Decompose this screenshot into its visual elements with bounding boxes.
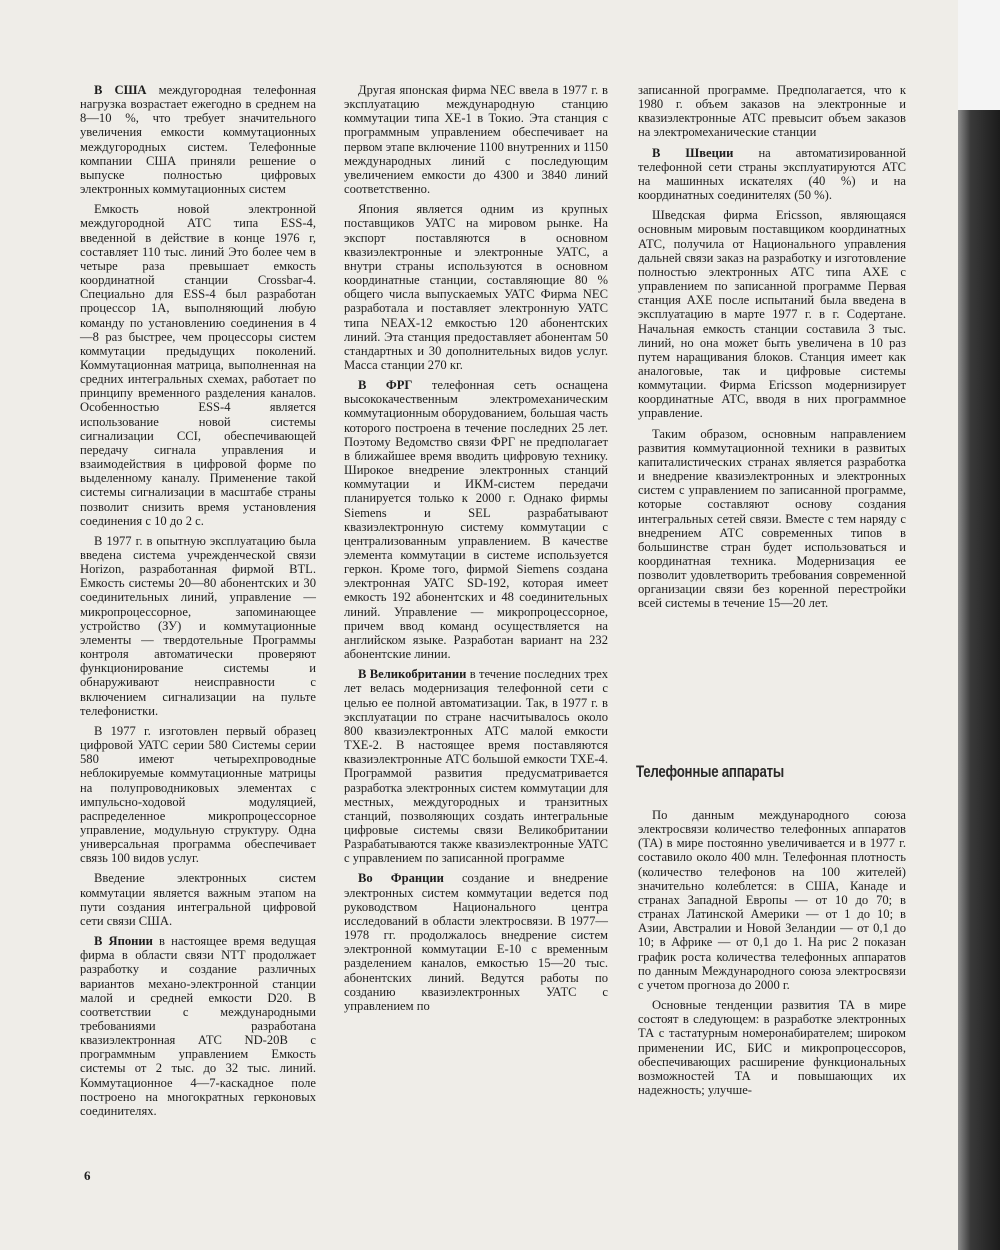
paragraph-text: записанной программе. Предполагается, что к 1980 г. объем заказов на электронные и квазиэлектронные АТС превысит объем заказов на электромеханические станции (638, 83, 906, 140)
paragraph (344, 667, 608, 865)
paragraph-text: в настоящее время ведущая фирма в области связи NTT продолжает разработку и создание различных вариантов механо-электронной станции малой и средней емкости D20. В соответствии с международными требованиями разработана квазиэлектронная АТС ND-20B с программным управлением Емкость системы от 2 тыс. до 32 тыс. линий. Коммутационное 4—7-каскадное поле построено на многократных герконовых соединителях. (80, 934, 316, 1118)
paragraph-text: В 1977 г. изготовлен первый образец цифровой УАТС серии 580 Системы серии 580 имеют четырехпроводные неблокируемые коммутационные матрицы на полупроводниковых элементах с импульсно-ходовой модуляцией, распределенное микропроцессорное управление, модульную структуру. Одна универсальная программа обеспечивает связь 100 видов услуг. (80, 723, 316, 866)
paragraph-text: на автоматизированной телефонной сети страны эксплуатируются АТС на машинных искателях (40 %) и на координатных соединителях (50 %). (638, 145, 906, 203)
paragraph-text: в течение последних трех лет велась модернизация телефонной сети с целью ее полной автоматизации. Так, в 1977 г. в эксплуатации по стране насчитывалось около 800 квазиэлектронных АТС малой емкости ТХЕ-2. В настоящее время поставляются квазиэлектронные АТС большой емкости ТХЕ-4. Программой развития предусматривается разработка электронных систем коммутации для местных, междугородных и транзитных станций, позволяющих создать интегральные цифровые системы связи Великобритании Разрабатываются также квазиэлектронные УАТС с управлением по записанной программе (344, 667, 608, 866)
paragraph-lead: В Швеции (652, 145, 734, 160)
paragraph-lead: В Великобритании (358, 667, 467, 682)
paragraph-text: Япония является одним из крупных поставщиков УАТС на мировом рынке. На экспорт поставляются в основном квазиэлектронные и электронные УАТС, а внутри страны используются в основном координатные станции, составляющие 80 % общего числа выпускаемых УАТС Фирма NEC разработала и поставляет электронную УАТС типа NEAX-12 емкостью 120 абонентских линий. Эта станция предоставляет абонентам 50 стандартных и 30 дополнительных видов услуг. Масса станции 270 кг. (344, 202, 608, 372)
paragraph (638, 208, 906, 420)
page-number: 6 (84, 1168, 91, 1183)
paragraph (80, 724, 316, 866)
paragraph-lead: Во Франции (358, 871, 444, 886)
paragraph-text: Емкость новой электронной междугородной АТС типа ESS-4, введенной в действие в конце 1976 г, составляет 110 тыс. линий Это более чем в четыре раза превышает емкость координатной станции Crossbar-4. Специально для ESS-4 был разработан процессор 1А, выполняющий любую команду по установлению соединения в 4—8 раз быстрее, чем процессоры систем коммутации предыдущих поколений. Коммутационная матрица, выполненная на средних интегральных схемах, работает по принципу временного разделения каналов. Особенностью ESS-4 является использование новой системы сигнализации CCI, обеспечивающей передачу сигнала управления и взаимодействия в цифровой форме по выделенному каналу. Применение такой системы сигнализации в масштабе страны позволит снизить время установления соединения с 10 до 2 с. (80, 202, 316, 528)
paragraph (638, 998, 906, 1097)
paragraph (638, 83, 906, 140)
paragraph (344, 871, 608, 1013)
paragraph (638, 146, 906, 203)
paragraph-text: телефонная сеть оснащена высококачественным электромеханическим коммутационным оборудованием, большая часть которого построена в течение последних 25 лет. Поэтому Ведомство связи ФРГ не предполагает в ближайшее время вводить цифровую технику. Широкое внедрение электронных станций коммутации и ИКМ-систем передачи планируется только к 2000 г. Однако фирмы Siemens и SEL разрабатывают квазиэлектронную систему коммутации с централизованным управлением. В качестве элемента коммутации в системе используется геркон. Кроме того, фирмой Siemens создана электронная УАТС SD-192, которая имеет емкость 192 абонентских и 48 соединительных линий. Управление — микропроцессорное, причем ввод команд осуществляется на английском языке. Разработан вариант на 232 абонентские линии. (344, 378, 608, 662)
paragraph (638, 808, 906, 992)
paragraph-text: В 1977 г. в опытную эксплуатацию была введена система учрежденческой связи Horizon, разработанная фирмой BTL. Емкость системы 20—80 абонентских и 30 соединительных линий, управление — микропроцессорное, запоминающее устройство (ЗУ) и коммутационные элементы — твердотельные Программы контроля автоматически проверяют функционирование системы и обнаруживают неисправности с включением сигнализации на пульте телефонистки. (80, 533, 316, 718)
paragraph (80, 934, 316, 1118)
paragraph (344, 83, 608, 196)
paragraph-lead: В США (94, 83, 147, 97)
paragraph-lead: В Японии (94, 934, 153, 949)
paragraph (80, 871, 316, 928)
paragraph (344, 378, 608, 661)
paragraph-text: Другая японская фирма NEC ввела в 1977 г. в эксплуатацию международную станцию коммутации типа XE-1 в Токио. Эта станция с программным управлением обеспечивает на первом этапе включение 1100 внутренних и 1150 международных линий с последующим увеличением емкости до 4300 и 3840 линий соответственно. (344, 83, 608, 197)
paragraph-text: Введение электронных систем коммутации является важным этапом на пути создания интегральной цифровой сети связи США. (80, 871, 316, 928)
facing-page-edge-top (958, 0, 1000, 110)
facing-page-edge (958, 0, 1000, 1250)
paragraph-text: Таким образом, основным направлением развития коммутационной техники в развитых капиталистических странах является разработка и внедрение квазиэлектронных и электронных систем с управлением по записанной программе, которые составляют основу создания интегральных сетей связи. Вместе с тем наряду с внедрением АТС современных типов в большинстве стран будет использоваться и координатная техника. Модернизация ее позволит удовлетворить требования современной организации связи без коренной перестройки всей системы в течение 15—20 лет. (638, 426, 906, 611)
paragraph-text: создание и внедрение электронных систем коммутации ведется под руководством Национального центра исследований в области электросвязи. В 1977—1978 гг. продолжалось внедрение систем электронной коммутации Е-10 с временным разделением каналов, емкостью 15—20 тыс. абонентских линий. Ведутся работы по созданию квазиэлектронных УАТС с управлением по (344, 871, 608, 1013)
paragraph-text: По данным международного союза электросвязи количество телефонных аппаратов (ТА) в мире постоянно увеличивается и в 1977 г. составило около 400 млн. Телефонная плотность (количество телефонов на 100 жителей) значительно колеблется: в США, Канаде и странах Западной Европы — от 10 до 70; в странах Латинской Америки — от 1 до 10; в Азии, Австралии и Новой Зеландии — от 0,1 до 10; в Африке — от 0,1 до 1. На рис 2 показан график роста количества телефонных аппаратов по данным Международного союза электросвязи с учетом прогноза до 2000 г. (638, 808, 906, 992)
paragraph (344, 202, 608, 372)
text-column-1 (80, 83, 316, 1118)
paragraph-text: Шведская фирма Ericsson, являющаяся основным мировым поставщиком координатных АТС, получила от Национального управления дальней связи заказ на разработку и изготовление полностью электронных АТС типа АХЕ с управлением по записанной программе Первая станция АХЕ после испытаний была введена в эксплуатацию в марте 1977 г. в г. Содертане. Начальная емкость станции составила 3 тыс. линий, но она может быть увеличена в 10 раз путем наращивания блоков. Станция имеет как аналоговые, так и цифровые системы коммутации. Фирма Ericsson модернизирует координатные АТС, вводя в них программное управление. (638, 208, 906, 421)
paragraph-text: междугородная телефонная нагрузка возрастает ежегодно в среднем на 8—10 %, что требует значительного увеличения емкости коммутационных междугородных систем. Телефонные компании США приняли решение о выпуске полностью цифровых электронных коммутационных систем (80, 83, 316, 197)
paragraph (638, 427, 906, 611)
paragraph (80, 83, 316, 196)
text-column-3-lower (638, 808, 906, 1097)
section-heading: Телефонные аппараты (636, 762, 784, 781)
text-column-2 (344, 83, 608, 1013)
paragraph-lead: В ФРГ (358, 378, 413, 393)
text-column-3 (638, 83, 906, 611)
paragraph (80, 202, 316, 528)
paragraph (80, 534, 316, 718)
paragraph-text: Основные тенденции развития ТА в мире состоят в следующем: в разработке электронных ТА с тастатурным номеронабирателем; широком применении ИС, БИС и микропроцессоров, обеспечивающих расширение функциональных возможностей ТА и повышающих их надежность; улучше- (638, 998, 906, 1097)
